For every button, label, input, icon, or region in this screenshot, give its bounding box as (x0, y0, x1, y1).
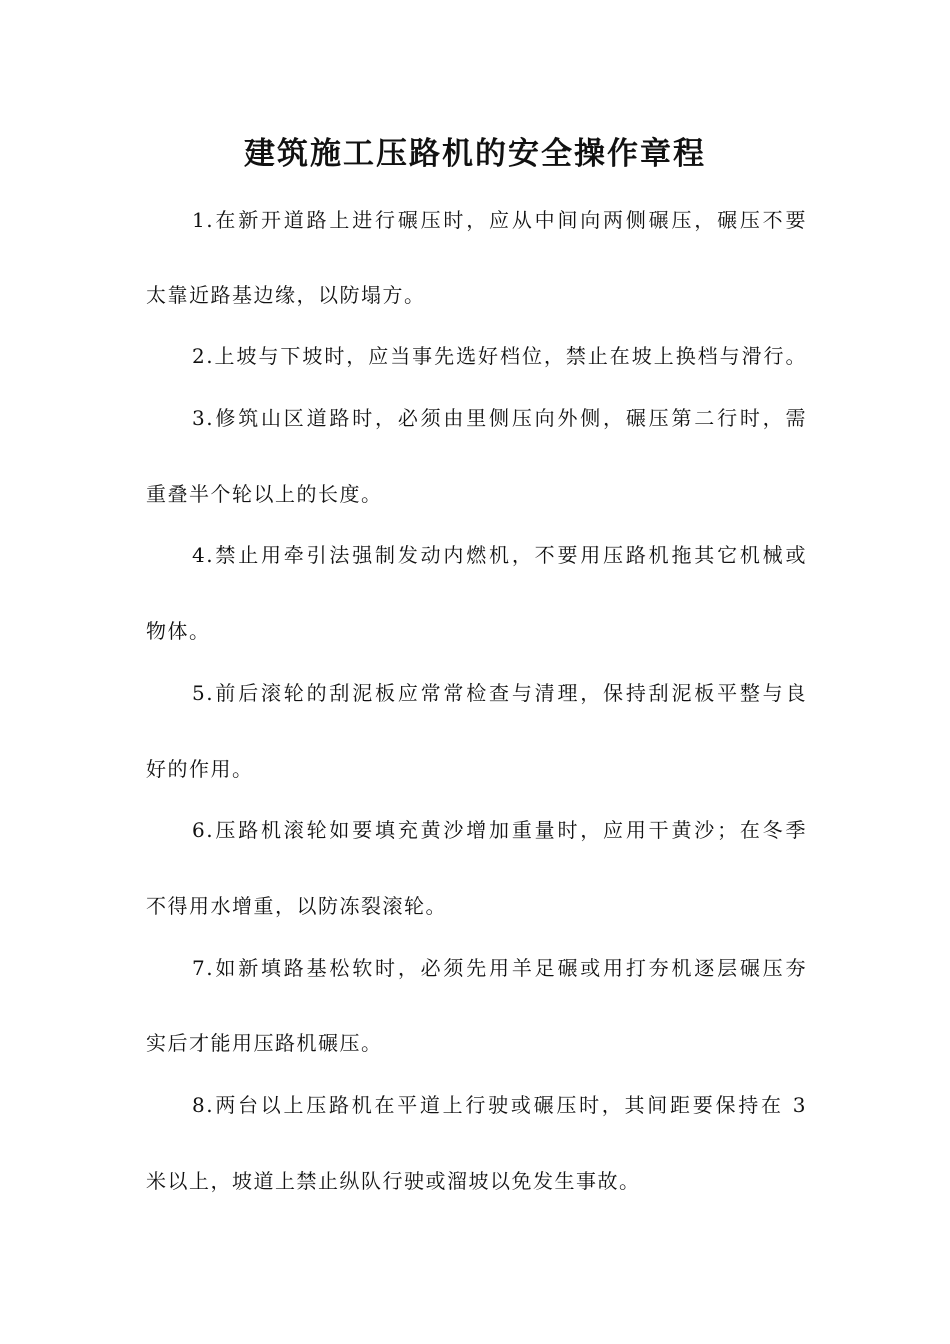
rule-7-line-1: 7.如新填路基松软时，必须先用羊足碾或用打夯机逐层碾压夯 (192, 956, 807, 980)
rule-2-line-1: 2.上坡与下坡时，应当事先选好档位，禁止在坡上换档与滑行。 (192, 344, 807, 368)
rule-7-line-2: 实后才能用压路机碾压。 (146, 1031, 383, 1055)
rule-1-line-1: 1.在新开道路上进行碾压时，应从中间向两侧碾压，碾压不要 (192, 208, 807, 232)
rule-5-line-1: 5.前后滚轮的刮泥板应常常检查与清理，保持刮泥板平整与良 (192, 681, 807, 705)
rule-3-line-1: 3.修筑山区道路时，必须由里侧压向外侧，碾压第二行时，需 (192, 406, 807, 430)
rule-5-line-2: 好的作用。 (146, 757, 254, 781)
rule-3-line-2: 重叠半个轮以上的长度。 (146, 482, 383, 506)
page-title: 建筑施工压路机的安全操作章程 (244, 136, 706, 172)
rule-1-line-2: 太靠近路基边缘，以防塌方。 (146, 283, 426, 307)
rule-4-line-1: 4.禁止用牵引法强制发动内燃机，不要用压路机拖其它机械或 (192, 543, 807, 567)
rule-8-line-1: 8.两台以上压路机在平道上行驶或碾压时，其间距要保持在 3 (192, 1093, 807, 1117)
rule-6-line-2: 不得用水增重，以防冻裂滚轮。 (146, 894, 447, 918)
rule-8-line-2: 米以上，坡道上禁止纵队行驶或溜坡以免发生事故。 (146, 1169, 641, 1193)
rule-6-line-1: 6.压路机滚轮如要填充黄沙增加重量时，应用干黄沙；在冬季 (192, 818, 807, 842)
rule-4-line-2: 物体。 (146, 619, 211, 643)
